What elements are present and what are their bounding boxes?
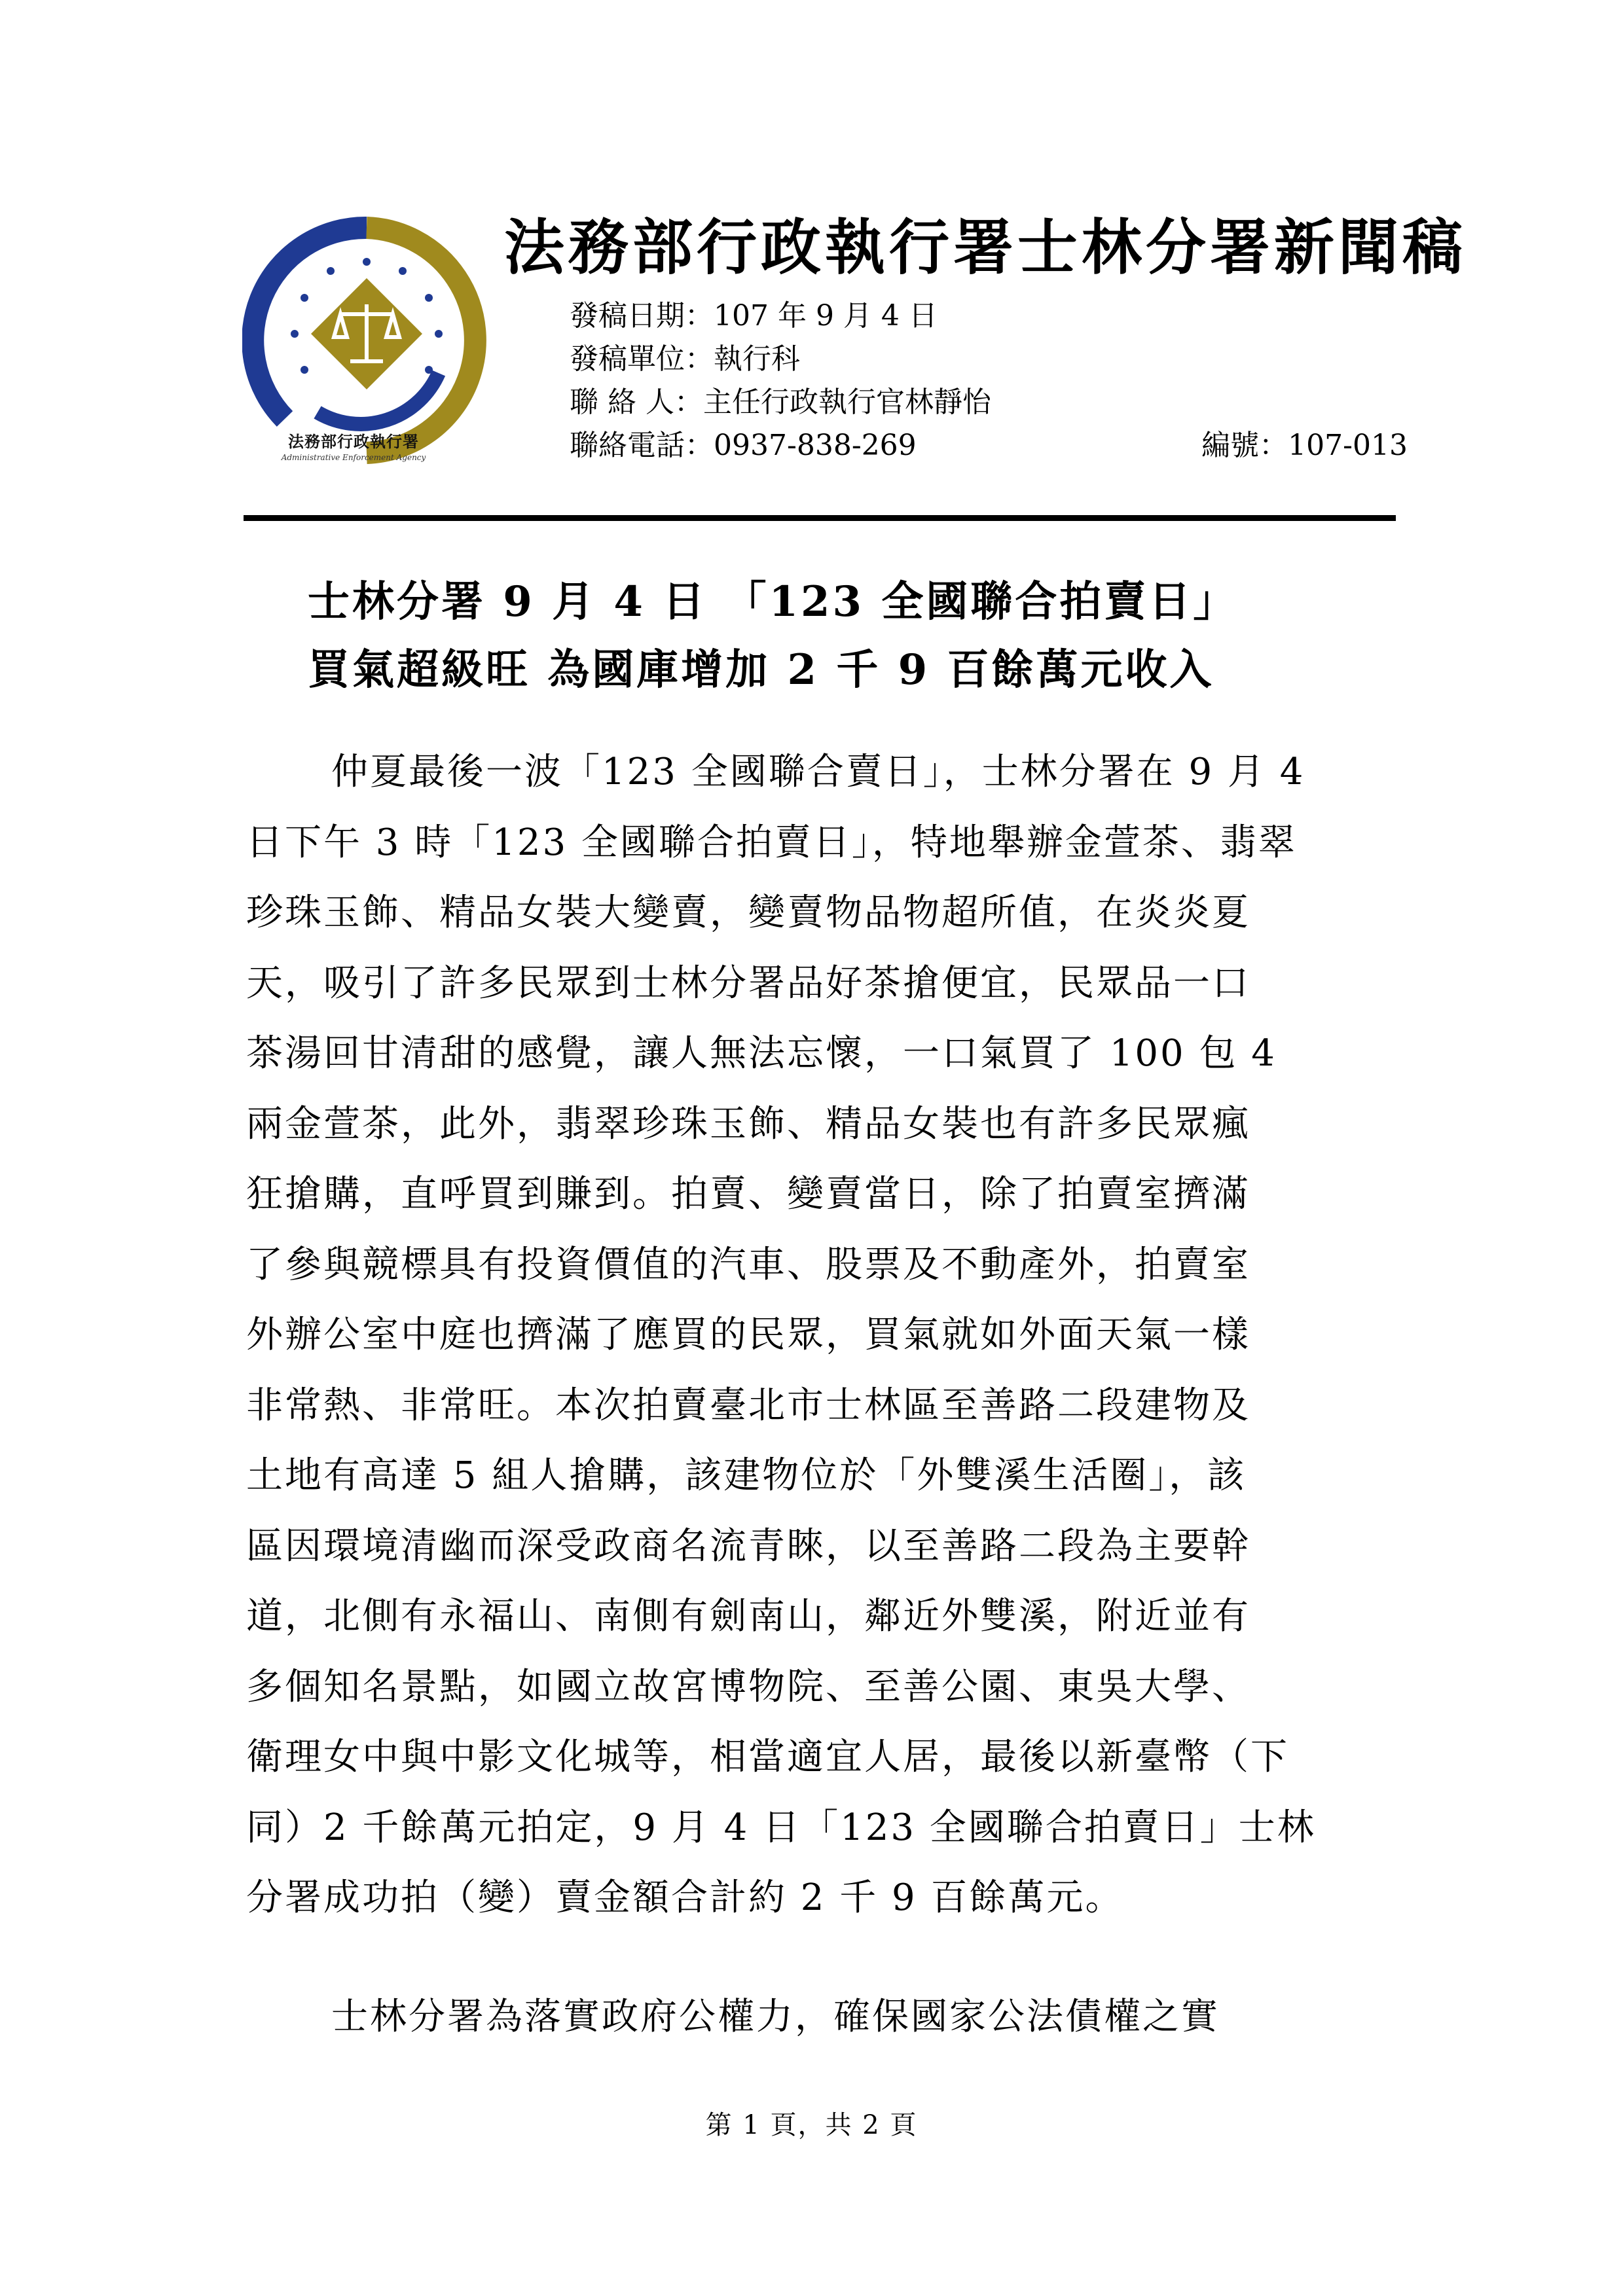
body-line: 茶湯回甘清甜的感覺，讓人無法忘懷，一口氣買了 100 包 4 bbox=[246, 1032, 1277, 1075]
release-unit: 發稿單位：執行科 bbox=[570, 342, 800, 376]
body-paragraph bbox=[246, 737, 1372, 1933]
page-number: 第 1 頁，共 2 頁 bbox=[705, 2110, 918, 2140]
logo-caption bbox=[249, 429, 458, 462]
body-line: 狂搶購，直呼買到賺到。拍賣、變賣當日，除了拍賣室擠滿 bbox=[246, 1173, 1250, 1215]
body-line: 了參與競標具有投資價值的汽車、股票及不動產外，拍賣室 bbox=[246, 1243, 1250, 1286]
contact-phone: 聯絡電話：0937-838-269 bbox=[570, 429, 917, 462]
contact-phone-row bbox=[570, 424, 1408, 467]
agency-logo bbox=[242, 216, 491, 465]
document-title: 法務部行政執行署士林分署新聞稿 bbox=[504, 212, 1467, 283]
body-line: 天，吸引了許多民眾到士林分署品好茶搶便宜，民眾品一口 bbox=[246, 961, 1250, 1005]
body-line: 兩金萱茶，此外，翡翠珍珠玉飾、精品女裝也有許多民眾瘋 bbox=[246, 1102, 1250, 1145]
body-line: 區因環境清幽而深受政商名流青睞，以至善路二段為主要幹 bbox=[246, 1524, 1250, 1568]
body-line: 同）2 千餘萬元拍定，9 月 4 日「123 全國聯合拍賣日」士林 bbox=[246, 1806, 1316, 1849]
logo-org-name-en: Administrative Enforcement Agency bbox=[281, 453, 426, 462]
logo-org-name: 法務部行政執行署 bbox=[288, 432, 419, 451]
body-line: 道，北側有永福山、南側有劍南山，鄰近外雙溪，附近並有 bbox=[246, 1595, 1250, 1638]
body-line: 多個知名景點，如國立故宮博物院、至善公園、東吳大學、 bbox=[246, 1665, 1250, 1708]
body-line: 非常熱、非常旺。本次拍賣臺北市士林區至善路二段建物及 bbox=[246, 1384, 1250, 1427]
header-divider bbox=[244, 515, 1396, 521]
body-line: 仲夏最後一波「123 全國聯合賣日」，士林分署在 9 月 4 bbox=[331, 751, 1305, 793]
body-paragraph-2: 士林分署為落實政府公權力，確保國家公法債權之實 bbox=[331, 1996, 1220, 2038]
headline-line-1: 士林分署 9 月 4 日 「123 全國聯合拍賣日」 bbox=[308, 577, 1238, 626]
body-line: 外辦公室中庭也擠滿了應買的民眾，買氣就如外面天氣一樣 bbox=[246, 1314, 1250, 1356]
body-line: 土地有高達 5 組人搶購，該建物位於「外雙溪生活圈」，該 bbox=[246, 1454, 1247, 1497]
contact-person: 聯 絡 人：主任行政執行官林靜怡 bbox=[570, 386, 991, 419]
body-line: 分署成功拍（變）賣金額合計約 2 千 9 百餘萬元。 bbox=[246, 1876, 1124, 1919]
release-date: 發稿日期：107 年 9 月 4 日 bbox=[570, 299, 938, 332]
headline-line-2: 買氣超級旺 為國庫增加 2 千 9 百餘萬元收入 bbox=[308, 645, 1214, 694]
body-line: 日下午 3 時「123 全國聯合拍賣日」，特地舉辦金萱茶、翡翠 bbox=[246, 821, 1297, 864]
body-line: 衛理女中與中影文化城等，相當適宜人居，最後以新臺幣（下 bbox=[246, 1736, 1289, 1778]
release-meta bbox=[570, 295, 1408, 467]
body-line: 珍珠玉飾、精品女裝大變賣，變賣物品物超所值，在炎炎夏 bbox=[246, 891, 1250, 934]
serial-number: 編號：107-013 bbox=[1201, 429, 1408, 462]
headline bbox=[308, 568, 1421, 704]
